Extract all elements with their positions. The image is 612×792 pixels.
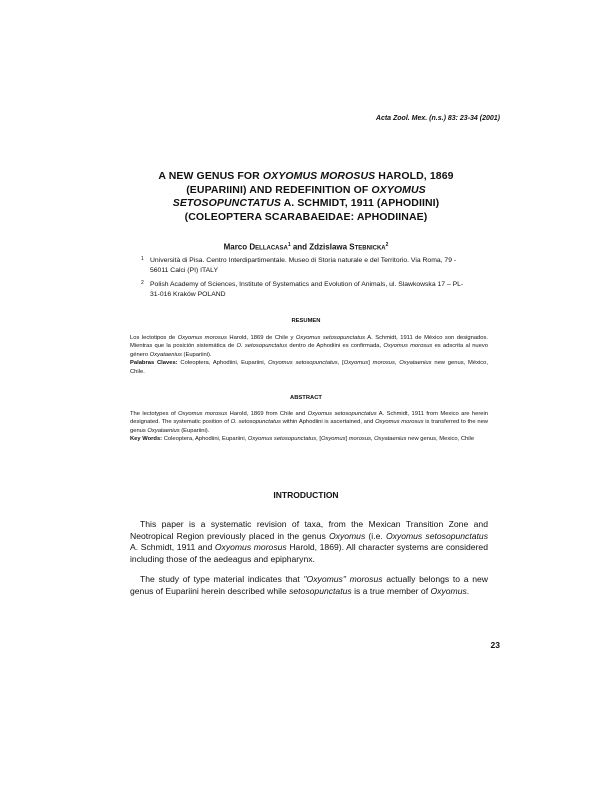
title-text: A. SCHMIDT, 1911 (APHODIINI) xyxy=(280,197,440,209)
intro-paragraph-2: The study of type material indicates that "Oxyomus" morosus actually belongs to a new genus of Eupariini herein described while setosopunctatus is a true member of Oxyomus. xyxy=(130,574,488,596)
author-last-name: Dellacasa xyxy=(249,242,288,252)
title-text: A NEW GENUS FOR xyxy=(158,170,263,182)
title-taxon: OXYOMUS MOROSUS xyxy=(262,170,376,182)
authors xyxy=(130,242,482,252)
author-first-name: Marco xyxy=(223,242,250,252)
title-taxon: OXYOMUS xyxy=(371,183,426,196)
affiliation-text: Polish Academy of Sciences, Institute of Systematics and Evolution of Animals, ul. Slawkowska 17 – PL-31-016 Kraków POLAND xyxy=(150,281,464,298)
resumen-keywords-label: Palabras Claves: xyxy=(130,360,178,367)
affiliation-number: 1 xyxy=(141,256,144,262)
affiliation-text: Università di Pisa. Centro Interdipartimentale. Museo di Storia naturale e del Territorio. Via Roma, 79 - 56011 Calci (PI) ITALY xyxy=(150,257,457,274)
affiliation-number: 2 xyxy=(141,280,144,286)
resumen-heading: RESUMEN xyxy=(291,318,321,324)
title-text: (EUPARIINI) AND REDEFINITION OF xyxy=(186,183,372,196)
paper-title xyxy=(130,170,482,224)
affiliation-1 xyxy=(141,256,470,275)
author-first-name: Zdzislawa xyxy=(309,242,350,252)
title-taxon: SETOSOPUNCTATUS xyxy=(172,197,281,209)
intro-paragraph-1: This paper is a systematic revision of taxa, from the Mexican Transition Zone and Neotropical Region previously placed in the genus Oxyomus (i.e. Oxyomus setosopunctatus A. Schmidt, 1911 and Oxyomus morosus Harold, 1869). All character systems are considered including those of the aedeagus and epipharynx. xyxy=(130,519,488,564)
abstract-keywords-label: Key Words: xyxy=(130,436,163,443)
page-number: 23 xyxy=(490,640,500,650)
author-affil-mark: 1 xyxy=(287,242,291,248)
abstract-heading: ABSTRACT xyxy=(290,395,322,401)
author-last-name: Stebnicka xyxy=(349,242,386,252)
abstract-text: The lectotypes of Oxyomus morosus Harold, 1869 from Chile and Oxyomus setosopunctatus A. Schmidt, 1911 from Mexico are herein designated. The systematic position of O. setosopunctatus within Aphodiini is ascertained, and Oxyomus morosus is transferred to the new genus Oxyataenius (Eupariini). Key Words: Coleoptera, Aphodiini, Eupariini, Oxyomus setosopunctatus, [Oxyomus] morosus, Oxyataenius new genus, Mexico, Chile xyxy=(130,411,488,443)
author-affil-mark: 2 xyxy=(385,242,389,248)
introduction-heading: INTRODUCTION xyxy=(273,490,339,500)
journal-citation: Acta Zool. Mex. (n.s.) 83: 23-34 (2001) xyxy=(375,115,500,122)
title-text: HAROLD, 1869 xyxy=(375,170,454,182)
title-text: (COLEOPTERA SCARABAEIDAE: APHODIINAE) xyxy=(184,210,428,223)
author-conjunction: and xyxy=(290,242,310,252)
resumen-text: Los lectotipos de Oxyomus morosus Harold, 1869 de Chile y Oxyomus setosopunctatus A. Schmidt, 1911 de México son designados. Mientras que la posición sistemática de O. setosopunctatus dentro de Aphodiini es confirmada, Oxyomus morosus es adscrita al nuevo género Oxyataenius (Eupariini). Palabras Claves: Coleoptera, Aphodiini, Eupariini, Oxyomus setosopunctatus, [Oxyomus] morosus, Oxyataenius new genus, México, Chile. xyxy=(130,335,489,375)
affiliation-2 xyxy=(141,280,470,299)
